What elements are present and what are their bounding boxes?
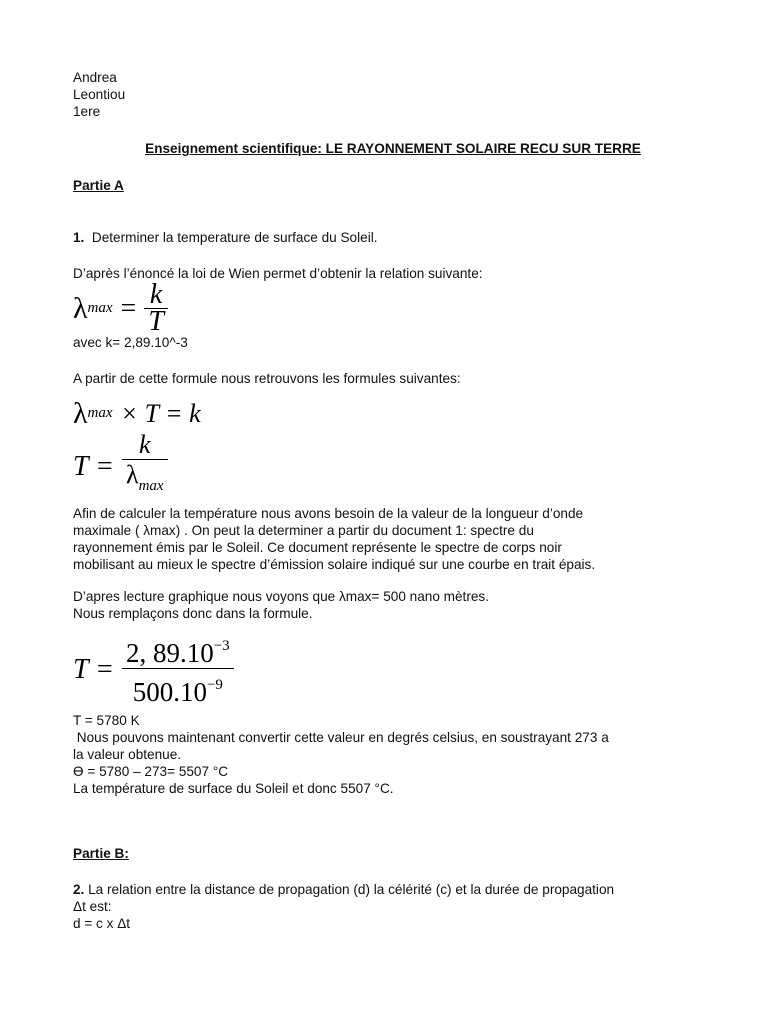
author-last-name: Leontiou — [73, 87, 126, 102]
wien-intro: D’après l’énoncé la loi de Wien permet d’obtenir la relation suivante: — [73, 266, 483, 281]
product-rest: × T = k — [120, 398, 201, 428]
part-b-heading: Partie B: — [73, 846, 129, 861]
part-a-heading: Partie A — [73, 178, 124, 193]
denominator-exponent: −9 — [206, 676, 223, 693]
k-value: avec k= 2,89.10^-3 — [73, 335, 188, 350]
numeric-lhs: T = — [73, 653, 114, 685]
question-2-line-2: Δt est: — [73, 899, 112, 914]
fraction-numerator: k — [149, 278, 163, 310]
lambda-symbol-2: λ — [73, 396, 88, 430]
numerator-exponent: −3 — [213, 637, 230, 654]
equation-product — [73, 393, 703, 433]
formulas-intro: A partir de cette formule nous retrouvons les formules suivantes: — [73, 371, 461, 386]
document-title: Enseignement scientifique: LE RAYONNEMENT SOLAIRE RECU SUR TERRE — [145, 141, 641, 156]
fraction-denominator-2 — [122, 460, 168, 501]
fraction-numeric — [122, 631, 234, 708]
paragraph-line-3: rayonnement émis par le Soleil. Ce document représente le spectre de corps noir — [73, 540, 562, 555]
fraction-denominator: T — [148, 305, 164, 337]
question-1-number: 1. — [73, 230, 85, 245]
result-line-3: la valeur obtenue. — [73, 747, 182, 762]
question-2 — [73, 881, 703, 898]
equation-temperature — [73, 430, 703, 497]
result-line-2: Nous pouvons maintenant convertir cette valeur en degrés celsius, en soustrayant 273 a — [73, 730, 609, 745]
fraction-numerator-2: k — [139, 430, 151, 459]
paragraph-line-4: mobilisant au mieux le spectre d’émission solaire indiqué sur une courbe en trait épais. — [73, 557, 596, 572]
lecture-line: D’apres lecture graphique nous voyons que λmax= 500 nano mètres. — [73, 589, 489, 604]
paragraph-line-1: Afin de calculer la température nous avons besoin de la valeur de la longueur d’onde — [73, 506, 584, 521]
temperature-lhs: T = — [73, 450, 114, 482]
fraction-denominator-3 — [129, 669, 227, 708]
lambda-symbol: λ — [73, 291, 88, 325]
question-1 — [73, 229, 703, 246]
fraction-k-over-lambda — [122, 431, 168, 501]
question-2-line-3: d = c x Δt — [73, 916, 131, 931]
equation-wien: λ max = $\frac{k}{T}$ — [73, 282, 703, 334]
numerator-mantissa: 2, 89.10 — [125, 637, 214, 668]
document-page — [73, 69, 703, 932]
lambda-subscript-2: max — [87, 404, 113, 421]
denominator-mantissa: 500.10 — [132, 676, 207, 707]
lambda-symbol-3: λ — [125, 460, 139, 489]
author-class: 1ere — [73, 104, 101, 119]
question-2-text: La relation entre la distance de propagation (d) la célérité (c) et la durée de propagation — [84, 882, 615, 897]
question-2-number: 2. — [73, 882, 85, 897]
lambda-subscript-3: max — [138, 478, 164, 494]
result-line-1: T = 5780 K — [73, 713, 140, 728]
paragraph-line-2: maximale ( λmax) . On peut la determiner a partir du document 1: spectre du — [73, 523, 534, 538]
fraction-k-over-t — [144, 278, 168, 337]
replace-line: Nous remplaçons donc dans la formule. — [73, 606, 313, 621]
question-1-text: Determiner la temperature de surface du Soleil. — [91, 230, 378, 245]
fraction-numerator-3 — [122, 631, 234, 668]
equation-numeric — [73, 634, 703, 707]
lambda-subscript: max — [87, 299, 113, 316]
author-first-name: Andrea — [73, 70, 117, 85]
result-line-4: ϴ = 5780 – 273= 5507 °C — [73, 764, 229, 779]
result-line-5: La température de surface du Soleil et donc 5507 °C. — [73, 781, 394, 796]
